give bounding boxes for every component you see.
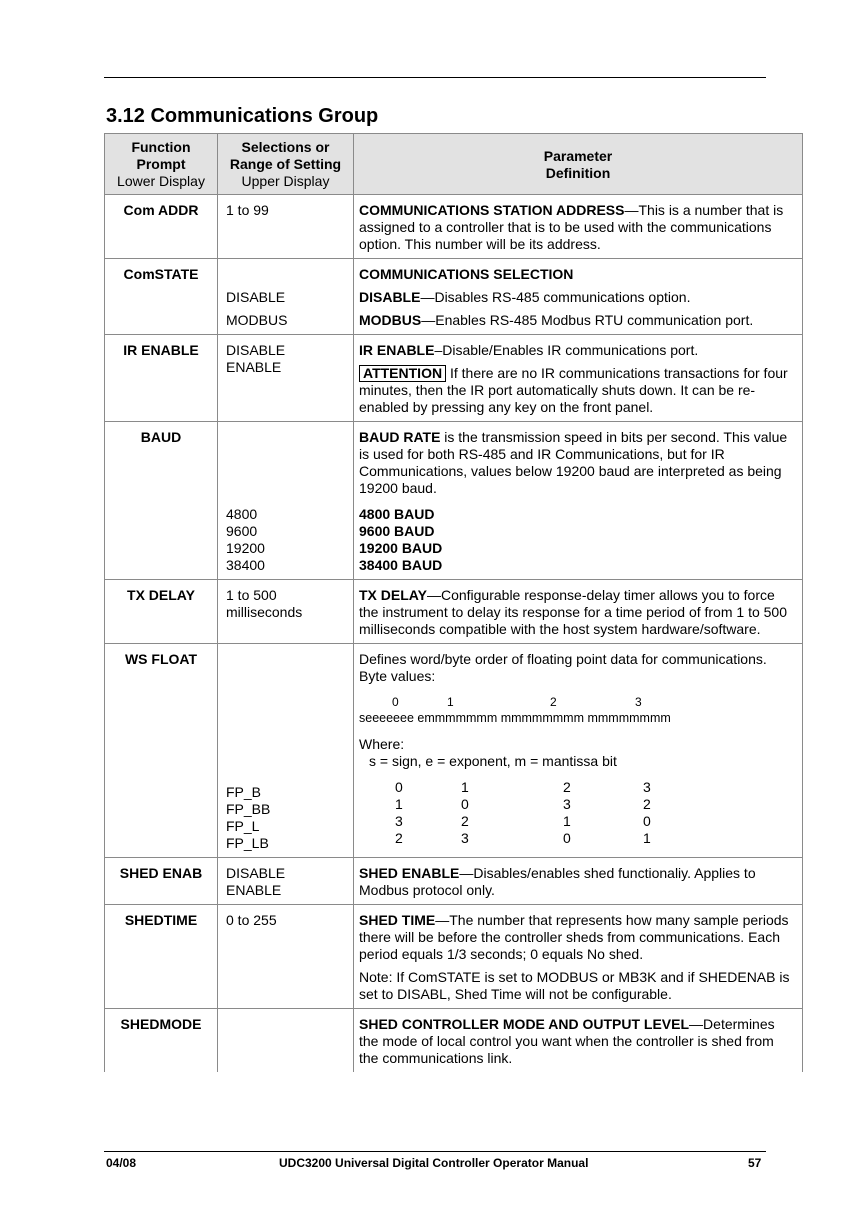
byte-order-grid: 0 1 2 3 1 0 3 2 3 2 1 0 2 3 0 1 [395, 779, 651, 846]
footer-rule [104, 1151, 766, 1152]
definition-cell: Defines word/byte order of floating point data for communications. Byte values: 0 1 2 3 seeeeeee emmmmmmm mmmmmmmm mmmmmmmm Where: s = sign, e = exponent, m = mantissa bit 0 1 2 3 1 0 3 2 3 2 1 0 2 3 0 1 [354, 644, 803, 858]
selections-cell: FP_B FP_BB FP_L FP_LB [218, 644, 354, 858]
parameter-table [104, 133, 803, 1072]
table-row-shedtime [105, 905, 803, 1009]
table-header-row [105, 134, 803, 195]
table-row-comstate [105, 259, 803, 335]
footer-date: 04/08 [106, 1156, 137, 1170]
definition-cell: SHED CONTROLLER MODE AND OUTPUT LEVEL—Determines the mode of local control you want when the controller is shed from the communications link. [354, 1009, 803, 1073]
header-parameter-definition: Parameter Definition [354, 134, 803, 195]
prompt-cell: WS FLOAT [105, 644, 218, 858]
prompt-cell: TX DELAY [105, 580, 218, 644]
byte-bit-pattern: seeeeeee emmmmmmm mmmmmmmm mmmmmmmm [359, 711, 671, 725]
prompt-cell: SHED ENAB [105, 858, 218, 905]
table-row-tx-delay [105, 580, 803, 644]
definition-cell: SHED ENABLE—Disables/enables shed functionaliy. Applies to Modbus protocol only. [354, 858, 803, 905]
footer-manual-title: UDC3200 Universal Digital Controller Operator Manual [279, 1156, 589, 1170]
table-row-baud [105, 422, 803, 580]
definition-cell: SHED TIME—The number that represents how many sample periods there will be before the controller sheds from communications. Each period equals 1/3 seconds; 0 equals No shed. Note: If ComSTATE is set to MODBUS or MB3K and if SHEDENAB is set to DISABL, Shed Time will not be configurable. [354, 905, 803, 1009]
selections-cell: DISABLE ENABLE [218, 335, 354, 422]
prompt-cell: Com ADDR [105, 195, 218, 259]
range-cell: 1 to 99 [218, 195, 354, 259]
footer-page-number: 57 [748, 1156, 762, 1170]
table-row-ir-enable [105, 335, 803, 422]
definition-cell: COMMUNICATIONS STATION ADDRESS—This is a number that is assigned to a controller that is to be used with the communications option. This number will be its address. [354, 195, 803, 259]
attention-label: ATTENTION [359, 365, 446, 382]
prompt-cell: BAUD [105, 422, 218, 580]
shedtime-note: Note: If ComSTATE is set to MODBUS or MB3K and if SHEDENAB is set to DISABL, Shed Time will not be configurable. [359, 969, 790, 1002]
table-row-shed-enab [105, 858, 803, 905]
header-selections: Selections or Range of Setting Upper Display [218, 134, 354, 195]
section-title: 3.12 Communications Group [106, 105, 379, 127]
range-cell: 0 to 255 [218, 905, 354, 1009]
byte-index-row: 0 1 2 3 [392, 695, 642, 709]
table-row-ws-float [105, 644, 803, 858]
selections-cell: 4800 9600 19200 38400 [218, 422, 354, 580]
prompt-cell: IR ENABLE [105, 335, 218, 422]
prompt-cell: SHEDTIME [105, 905, 218, 1009]
definition-cell: TX DELAY—Configurable response-delay timer allows you to force the instrument to delay its response for a time period of from 1 to 500 milliseconds compatible with the host system hardware/software. [354, 580, 803, 644]
range-cell: 1 to 500 milliseconds [218, 580, 354, 644]
definition-cell: IR ENABLE–Disable/Enables IR communications port. ATTENTION If there are no IR communications transactions for four minutes, then the IR port automatically shuts down. It can be re-enabled by pressing any key on the front panel. [354, 335, 803, 422]
table-row-shedmode [105, 1009, 803, 1073]
definition-cell: COMMUNICATIONS SELECTION DISABLE—Disables RS-485 communications option. MODBUS—Enables RS-485 Modbus RTU communication port. [354, 259, 803, 335]
selections-cell: DISABLE ENABLE [218, 858, 354, 905]
selections-cell [218, 1009, 354, 1073]
definition-cell: BAUD RATE is the transmission speed in bits per second. This value is used for both RS-485 and IR Communications, but for IR Communications, values below 19200 baud are interpreted as being 19200 baud. 4800 BAUD 9600 BAUD 19200 BAUD 38400 BAUD [354, 422, 803, 580]
table-row-com-addr [105, 195, 803, 259]
prompt-cell: ComSTATE [105, 259, 218, 335]
header-rule [104, 77, 766, 78]
prompt-cell: SHEDMODE [105, 1009, 218, 1073]
selections-cell: DISABLE MODBUS [218, 259, 354, 335]
header-function-prompt: Function Prompt Lower Display [105, 134, 218, 195]
